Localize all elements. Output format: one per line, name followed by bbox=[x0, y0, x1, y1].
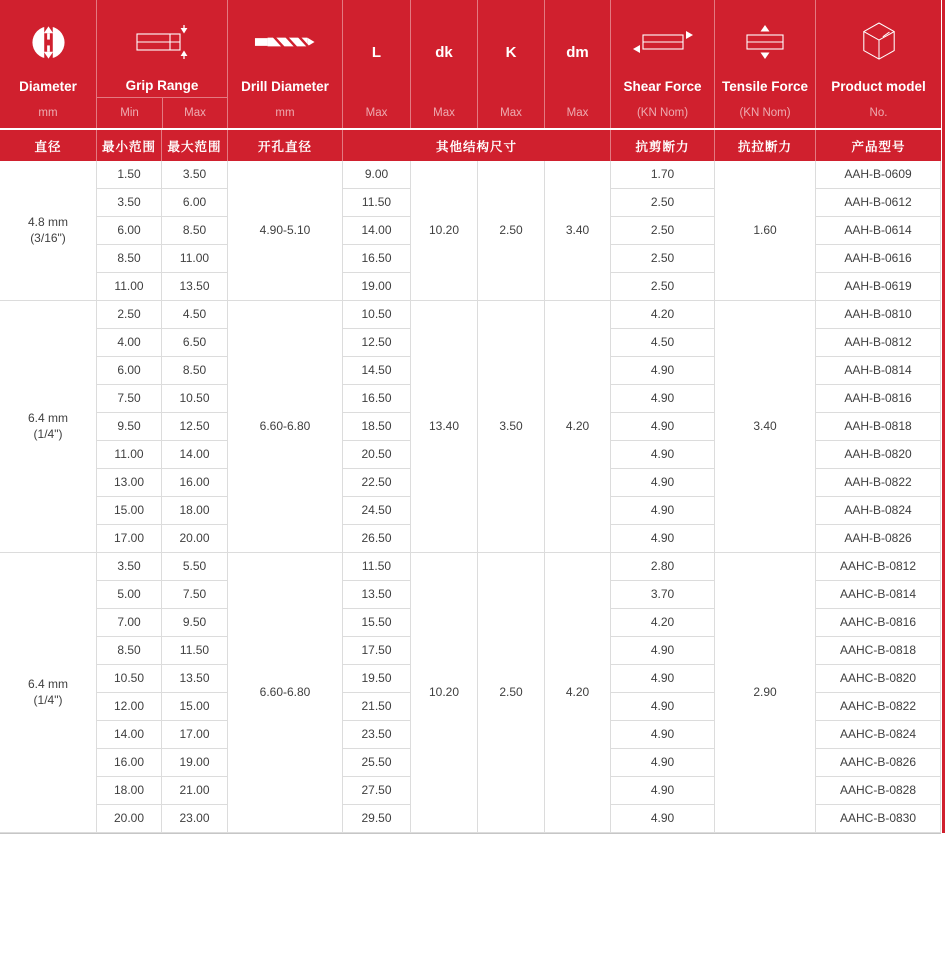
product-model-cell: AAH-B-0814 bbox=[816, 357, 941, 385]
shear-force-cell: 4.90 bbox=[611, 749, 715, 777]
shear-force-cell: 4.20 bbox=[611, 301, 715, 329]
grip-min-cell: 6.00 bbox=[97, 357, 162, 385]
dk-cell-group-1: 10.20 bbox=[411, 161, 478, 301]
shear-force-cell: 4.90 bbox=[611, 637, 715, 665]
grip-max-subheader: Max bbox=[162, 98, 227, 128]
grip-max-cell: 13.50 bbox=[162, 665, 228, 693]
zh-header-grip-max: 最大范围 bbox=[162, 130, 228, 161]
shear-force-cell: 1.70 bbox=[611, 161, 715, 189]
grip-max-cell: 19.00 bbox=[162, 749, 228, 777]
grip-max-cell: 15.00 bbox=[162, 693, 228, 721]
length-cell: 26.50 bbox=[343, 525, 411, 553]
grip-max-cell: 17.00 bbox=[162, 721, 228, 749]
k-cell-group-3: 2.50 bbox=[478, 553, 545, 833]
length-cell: 14.50 bbox=[343, 357, 411, 385]
grip-min-cell: 15.00 bbox=[97, 497, 162, 525]
dm-cell-group-1: 3.40 bbox=[545, 161, 611, 301]
shear-force-cell: 4.90 bbox=[611, 385, 715, 413]
spec-table-header-chinese bbox=[0, 130, 941, 161]
grip-min-cell: 6.00 bbox=[97, 217, 162, 245]
grip-min-cell: 10.50 bbox=[97, 665, 162, 693]
drill-diameter-cell-group-2: 6.60-6.80 bbox=[228, 301, 343, 553]
zh-header-model: 产品型号 bbox=[851, 139, 906, 154]
grip-min-cell: 12.00 bbox=[97, 693, 162, 721]
product-model-cell: AAHC-B-0814 bbox=[816, 581, 941, 609]
grip-min-cell: 9.50 bbox=[97, 413, 162, 441]
column-header-K bbox=[478, 0, 545, 128]
length-cell: 23.50 bbox=[343, 721, 411, 749]
zh-header-drill: 开孔直径 bbox=[228, 130, 343, 161]
length-cell: 27.50 bbox=[343, 777, 411, 805]
shear-force-cell: 2.80 bbox=[611, 553, 715, 581]
product-model-cell: AAH-B-0810 bbox=[816, 301, 941, 329]
grip-max-cell: 13.50 bbox=[162, 273, 228, 301]
grip-min-cell: 17.00 bbox=[97, 525, 162, 553]
column-header-dm bbox=[545, 0, 611, 128]
length-cell: 24.50 bbox=[343, 497, 411, 525]
grip-max-cell: 4.50 bbox=[162, 301, 228, 329]
column-header-tensile-force bbox=[715, 0, 816, 128]
grip-min-cell: 16.00 bbox=[97, 749, 162, 777]
length-cell: 29.50 bbox=[343, 805, 411, 833]
column-label: dk bbox=[435, 43, 453, 61]
length-cell: 20.50 bbox=[343, 441, 411, 469]
grip-min-cell: 8.50 bbox=[97, 245, 162, 273]
diameter-cell-group-3: 6.4 mm (1/4") bbox=[0, 553, 97, 833]
length-cell: 18.50 bbox=[343, 413, 411, 441]
grip-max-cell: 14.00 bbox=[162, 441, 228, 469]
grip-max-cell: 16.00 bbox=[162, 469, 228, 497]
shear-force-cell: 4.90 bbox=[611, 665, 715, 693]
zh-header-diameter: 直径 bbox=[0, 130, 97, 161]
grip-max-cell: 11.50 bbox=[162, 637, 228, 665]
product-model-cell: AAH-B-0826 bbox=[816, 525, 941, 553]
column-header-L bbox=[343, 0, 411, 128]
tensile-force-cell-group-3: 2.90 bbox=[715, 553, 816, 833]
column-unit: Max bbox=[365, 107, 388, 119]
grip-min-cell: 11.00 bbox=[97, 273, 162, 301]
k-cell-group-2: 3.50 bbox=[478, 301, 545, 553]
shear-force-icon bbox=[630, 27, 696, 57]
shear-force-cell: 3.70 bbox=[611, 581, 715, 609]
product-model-cell: AAH-B-0619 bbox=[816, 273, 941, 301]
shear-force-cell: 4.20 bbox=[611, 609, 715, 637]
drill-diameter-cell-group-3: 6.60-6.80 bbox=[228, 553, 343, 833]
column-unit: (KN Nom) bbox=[636, 107, 689, 119]
grip-min-cell: 3.50 bbox=[97, 553, 162, 581]
column-label: Grip Range bbox=[125, 78, 199, 93]
length-cell: 12.50 bbox=[343, 329, 411, 357]
length-cell: 11.50 bbox=[343, 553, 411, 581]
grip-max-cell: 8.50 bbox=[162, 217, 228, 245]
shear-force-cell: 4.90 bbox=[611, 721, 715, 749]
zh-header-grip-min: 最小范围 bbox=[97, 130, 162, 161]
grip-min-cell: 18.00 bbox=[97, 777, 162, 805]
shear-force-cell: 2.50 bbox=[611, 217, 715, 245]
shear-force-cell: 4.90 bbox=[611, 693, 715, 721]
column-label: K bbox=[505, 43, 517, 61]
column-header-dk bbox=[411, 0, 478, 128]
length-cell: 11.50 bbox=[343, 189, 411, 217]
column-label: Tensile Force bbox=[721, 79, 809, 94]
grip-range-icon bbox=[132, 25, 192, 59]
length-cell: 25.50 bbox=[343, 749, 411, 777]
grip-max-cell: 12.50 bbox=[162, 413, 228, 441]
grip-max-cell: 7.50 bbox=[162, 581, 228, 609]
column-unit: mm bbox=[38, 107, 58, 119]
column-unit: Max bbox=[433, 107, 455, 119]
grip-min-cell: 2.50 bbox=[97, 301, 162, 329]
column-label: dm bbox=[566, 43, 589, 61]
shear-force-cell: 4.90 bbox=[611, 469, 715, 497]
length-cell: 22.50 bbox=[343, 469, 411, 497]
column-header-drill-diameter bbox=[228, 0, 343, 128]
grip-max-cell: 3.50 bbox=[162, 161, 228, 189]
zh-header-shear: 抗剪断力 bbox=[611, 130, 715, 161]
grip-min-cell: 8.50 bbox=[97, 637, 162, 665]
product-model-cell: AAH-B-0812 bbox=[816, 329, 941, 357]
zh-header-tensile: 抗拉断力 bbox=[715, 130, 816, 161]
grip-max-cell: 23.00 bbox=[162, 805, 228, 833]
spec-table-body bbox=[0, 161, 941, 834]
shear-force-cell: 4.90 bbox=[611, 357, 715, 385]
zh-header-other-dimensions: 其他结构尺寸 bbox=[343, 130, 611, 161]
tensile-force-icon bbox=[741, 23, 789, 61]
column-unit: mm bbox=[275, 107, 295, 119]
column-label: Drill Diameter bbox=[241, 79, 329, 94]
length-cell: 14.00 bbox=[343, 217, 411, 245]
shear-force-cell: 4.90 bbox=[611, 413, 715, 441]
column-unit: (KN Nom) bbox=[739, 107, 791, 119]
product-model-cell: AAH-B-0818 bbox=[816, 413, 941, 441]
column-label: Product model bbox=[831, 79, 926, 94]
column-unit: No. bbox=[869, 107, 888, 119]
product-model-cell: AAH-B-0609 bbox=[816, 161, 941, 189]
product-model-cell: AAH-B-0614 bbox=[816, 217, 941, 245]
shear-force-cell: 4.90 bbox=[611, 777, 715, 805]
grip-max-cell: 5.50 bbox=[162, 553, 228, 581]
grip-min-cell: 7.00 bbox=[97, 609, 162, 637]
product-model-cell: AAH-B-0612 bbox=[816, 189, 941, 217]
column-label: Shear Force bbox=[623, 79, 702, 94]
length-cell: 13.50 bbox=[343, 581, 411, 609]
length-cell: 21.50 bbox=[343, 693, 411, 721]
tensile-force-cell-group-1: 1.60 bbox=[715, 161, 816, 301]
column-label: Diameter bbox=[19, 79, 77, 94]
grip-max-cell: 10.50 bbox=[162, 385, 228, 413]
product-model-icon bbox=[860, 21, 898, 63]
product-model-cell: AAH-B-0816 bbox=[816, 385, 941, 413]
shear-force-cell: 2.50 bbox=[611, 245, 715, 273]
drill-bit-icon bbox=[254, 33, 316, 51]
grip-min-subheader: Min bbox=[120, 107, 139, 119]
length-cell: 10.50 bbox=[343, 301, 411, 329]
grip-max-cell: 6.50 bbox=[162, 329, 228, 357]
shear-force-cell: 4.90 bbox=[611, 805, 715, 833]
column-header-grip-range bbox=[97, 0, 228, 128]
k-cell-group-1: 2.50 bbox=[478, 161, 545, 301]
shear-force-cell: 4.90 bbox=[611, 497, 715, 525]
grip-min-cell: 11.00 bbox=[97, 441, 162, 469]
shear-force-cell: 4.90 bbox=[611, 441, 715, 469]
column-unit: Max bbox=[566, 107, 589, 119]
product-model-cell: AAH-B-0824 bbox=[816, 497, 941, 525]
grip-max-cell: 21.00 bbox=[162, 777, 228, 805]
spec-table-header bbox=[0, 0, 941, 128]
length-cell: 17.50 bbox=[343, 637, 411, 665]
grip-max-cell: 18.00 bbox=[162, 497, 228, 525]
grip-max-cell: 20.00 bbox=[162, 525, 228, 553]
grip-max-cell: 6.00 bbox=[162, 189, 228, 217]
product-model-cell: AAHC-B-0820 bbox=[816, 665, 941, 693]
dm-cell-group-2: 4.20 bbox=[545, 301, 611, 553]
product-model-cell: AAHC-B-0812 bbox=[816, 553, 941, 581]
grip-min-cell: 5.00 bbox=[97, 581, 162, 609]
grip-min-cell: 1.50 bbox=[97, 161, 162, 189]
product-model-cell: AAH-B-0820 bbox=[816, 441, 941, 469]
length-cell: 15.50 bbox=[343, 609, 411, 637]
product-model-cell: AAHC-B-0818 bbox=[816, 637, 941, 665]
product-model-cell: AAHC-B-0828 bbox=[816, 777, 941, 805]
shear-force-cell: 2.50 bbox=[611, 273, 715, 301]
grip-min-cell: 3.50 bbox=[97, 189, 162, 217]
shear-force-cell: 2.50 bbox=[611, 189, 715, 217]
diameter-cell-group-2: 6.4 mm (1/4") bbox=[0, 301, 97, 553]
grip-min-cell: 14.00 bbox=[97, 721, 162, 749]
grip-min-cell: 20.00 bbox=[97, 805, 162, 833]
drill-diameter-cell-group-1: 4.90-5.10 bbox=[228, 161, 343, 301]
length-cell: 19.50 bbox=[343, 665, 411, 693]
grip-max-cell: 8.50 bbox=[162, 357, 228, 385]
diameter-icon bbox=[30, 24, 67, 61]
product-model-cell: AAHC-B-0822 bbox=[816, 693, 941, 721]
shear-force-cell: 4.90 bbox=[611, 525, 715, 553]
product-model-cell: AAHC-B-0826 bbox=[816, 749, 941, 777]
product-model-cell: AAHC-B-0830 bbox=[816, 805, 941, 833]
tensile-force-cell-group-2: 3.40 bbox=[715, 301, 816, 553]
product-model-cell: AAH-B-0616 bbox=[816, 245, 941, 273]
product-model-cell: AAH-B-0822 bbox=[816, 469, 941, 497]
grip-min-cell: 7.50 bbox=[97, 385, 162, 413]
column-header-shear-force bbox=[611, 0, 715, 128]
column-label: L bbox=[371, 43, 382, 61]
grip-min-cell: 13.00 bbox=[97, 469, 162, 497]
column-unit: Max bbox=[500, 107, 522, 119]
length-cell: 16.50 bbox=[343, 245, 411, 273]
product-model-cell: AAHC-B-0816 bbox=[816, 609, 941, 637]
shear-force-cell: 4.50 bbox=[611, 329, 715, 357]
column-header-diameter bbox=[0, 0, 97, 128]
column-header-product-model bbox=[816, 0, 941, 128]
length-cell: 16.50 bbox=[343, 385, 411, 413]
grip-min-cell: 4.00 bbox=[97, 329, 162, 357]
dm-cell-group-3: 4.20 bbox=[545, 553, 611, 833]
grip-max-cell: 9.50 bbox=[162, 609, 228, 637]
product-model-cell: AAHC-B-0824 bbox=[816, 721, 941, 749]
length-cell: 19.00 bbox=[343, 273, 411, 301]
dk-cell-group-3: 10.20 bbox=[411, 553, 478, 833]
grip-max-cell: 11.00 bbox=[162, 245, 228, 273]
length-cell: 9.00 bbox=[343, 161, 411, 189]
diameter-cell-group-1: 4.8 mm (3/16") bbox=[0, 161, 97, 301]
dk-cell-group-2: 13.40 bbox=[411, 301, 478, 553]
